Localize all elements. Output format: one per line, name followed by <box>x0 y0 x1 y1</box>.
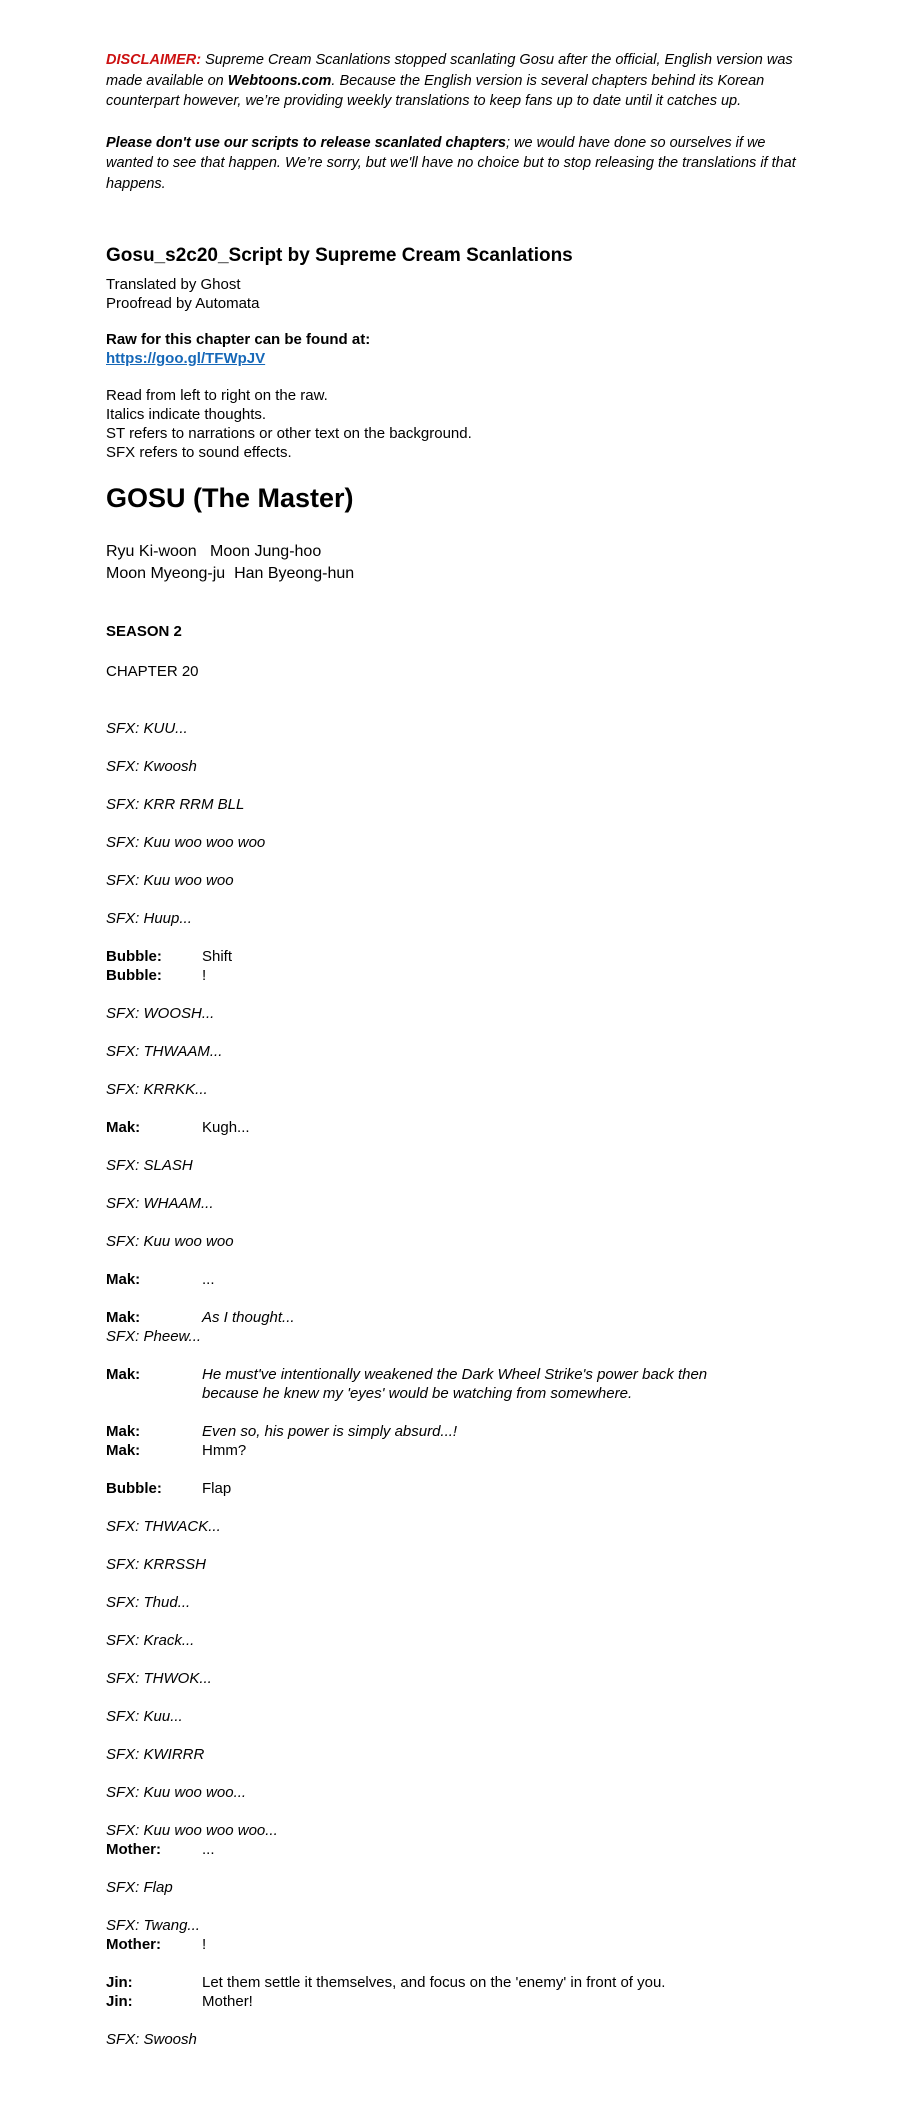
script-block <box>106 1973 746 2011</box>
speaker-label: Mak: <box>106 1366 141 1383</box>
dialogue-line <box>106 1441 746 1460</box>
speaker-label: Bubble: <box>106 967 162 984</box>
note-line: Read from left to right on the raw. <box>106 387 328 404</box>
dialogue-text: ! <box>202 1936 207 1953</box>
dialogue-line <box>106 1840 746 1859</box>
sfx-line: SFX: WHAAM... <box>106 1195 214 1212</box>
dialogue-text: Hmm? <box>202 1442 247 1459</box>
script-block <box>106 871 746 890</box>
speaker-label: Jin: <box>106 1993 133 2010</box>
script-block <box>106 1042 746 1061</box>
dialogue-line <box>106 1479 746 1498</box>
script-block <box>106 1707 746 1726</box>
note-line: ST refers to narrations or other text on the background. <box>106 425 472 442</box>
dialogue-text: Let them settle it themselves, and focus on the 'enemy' in front of you. <box>202 1974 666 1991</box>
raw-link-line <box>106 349 814 368</box>
script-block <box>106 1479 746 1498</box>
script-block <box>106 1783 746 1802</box>
sfx-line: SFX: KUU... <box>106 720 188 737</box>
sfx-line: SFX: Krack... <box>106 1632 195 1649</box>
dialogue-line <box>106 1365 746 1403</box>
sfx-line: SFX: Kuu woo woo... <box>106 1784 247 1801</box>
disclaimer-text-1b: . Because the English version is several chapters behind its Korean counterpart however, we’re providing weekly translations to keep fans up to date until it catches up. <box>106 72 765 109</box>
dialogue-line <box>106 1973 746 1992</box>
speaker-label: Bubble: <box>106 1480 162 1497</box>
sfx-line: SFX: KRRSSH <box>106 1556 207 1573</box>
chapter-heading: CHAPTER 20 <box>106 663 199 680</box>
script-block <box>106 947 746 985</box>
script-block <box>106 1365 746 1403</box>
season-heading: SEASON 2 <box>106 623 182 640</box>
script-block <box>106 719 746 738</box>
speaker-label: Mak: <box>106 1271 141 1288</box>
sfx-line: SFX: Kuu woo woo woo... <box>106 1822 278 1839</box>
note-line: Italics indicate thoughts. <box>106 406 267 423</box>
dialogue-text: Shift <box>202 948 233 965</box>
script-block <box>106 1080 746 1099</box>
speaker-label: Mak: <box>106 1423 141 1440</box>
script-block <box>106 1308 746 1346</box>
proofreader-credit: Proofread by Automata <box>106 295 260 312</box>
dialogue-text: He must've intentionally weakened the Dark Wheel Strike's power back then because he knew my 'eyes' would be watching from somewhere. <box>202 1366 708 1402</box>
speaker-label: Jin: <box>106 1974 133 1991</box>
dialogue-text: ... <box>202 1271 215 1288</box>
disclaimer-paragraph-2 <box>106 133 806 195</box>
script-block <box>106 1118 746 1137</box>
dialogue-line <box>106 1308 746 1327</box>
note-line: SFX refers to sound effects. <box>106 444 292 461</box>
dialogue-text: ... <box>202 1841 215 1858</box>
speaker-label: Mother: <box>106 1841 161 1858</box>
sfx-line: SFX: Flap <box>106 1879 173 1896</box>
script-block <box>106 1593 746 1612</box>
sfx-line: SFX: THWAAM... <box>106 1043 223 1060</box>
sfx-line: SFX: KRRKK... <box>106 1081 208 1098</box>
speaker-label: Mak: <box>106 1309 141 1326</box>
sfx-line: SFX: Kwoosh <box>106 758 197 775</box>
script-block <box>106 1422 746 1460</box>
disclaimer-text-1a: Supreme Cream Scanlations stopped scanlating Gosu after the official, English version was made available on <box>106 52 793 89</box>
translator-credit: Translated by Ghost <box>106 276 241 293</box>
script-block <box>106 757 746 776</box>
cast-line: Moon Myeong-ju Han Byeong-hun <box>106 565 355 582</box>
sfx-line: SFX: Pheew... <box>106 1328 202 1345</box>
script-block <box>106 1821 746 1859</box>
disclaimer-label: DISCLAIMER: <box>106 52 202 68</box>
script-block <box>106 1004 746 1023</box>
sfx-line: SFX: Thud... <box>106 1594 191 1611</box>
dialogue-text: Mother! <box>202 1993 253 2010</box>
dialogue-text: ! <box>202 967 207 984</box>
raw-chapter-label: Raw for this chapter can be found at: <box>106 331 371 348</box>
dialogue-line <box>106 1118 746 1137</box>
sfx-line: SFX: Kuu woo woo <box>106 872 234 889</box>
sfx-line: SFX: Twang... <box>106 1917 200 1934</box>
sfx-line: SFX: THWACK... <box>106 1518 221 1535</box>
script-lines <box>106 719 746 2049</box>
sfx-line: SFX: WOOSH... <box>106 1005 215 1022</box>
disclaimer-warning-bold: Please don't use our scripts to release scanlated chapters <box>106 134 506 151</box>
script-block <box>106 1878 746 1897</box>
raw-chapter-link[interactable]: https://goo.gl/TFWpJV <box>106 350 266 367</box>
script-block <box>106 1745 746 1764</box>
doc-title: Gosu_s2c20_Script by Supreme Cream Scanlations <box>106 245 573 266</box>
script-block <box>106 1916 746 1954</box>
script-block <box>106 1669 746 1688</box>
script-block <box>106 1194 746 1213</box>
series-title: GOSU (The Master) <box>106 483 354 513</box>
speaker-label: Mak: <box>106 1119 141 1136</box>
sfx-line: SFX: THWOK... <box>106 1670 212 1687</box>
dialogue-text: As I thought... <box>202 1309 295 1326</box>
dialogue-line <box>106 966 746 985</box>
script-block <box>106 1156 746 1175</box>
sfx-line: SFX: KWIRRR <box>106 1746 205 1763</box>
script-block <box>106 833 746 852</box>
script-block <box>106 1270 746 1289</box>
sfx-line: SFX: Huup... <box>106 910 192 927</box>
script-block <box>106 1631 746 1650</box>
script-block <box>106 1555 746 1574</box>
disclaimer-webtoons-bold: Webtoons.com <box>227 72 332 89</box>
sfx-line: SFX: Kuu woo woo woo <box>106 834 266 851</box>
script-block <box>106 2030 746 2049</box>
speaker-label: Bubble: <box>106 948 162 965</box>
dialogue-line <box>106 1935 746 1954</box>
disclaimer-paragraph-1 <box>106 50 806 112</box>
speaker-label: Mak: <box>106 1442 141 1459</box>
dialogue-text: Flap <box>202 1480 232 1497</box>
sfx-line: SFX: Kuu... <box>106 1708 183 1725</box>
dialogue-text: Kugh... <box>202 1119 250 1136</box>
sfx-line: SFX: Kuu woo woo <box>106 1233 234 1250</box>
cast-list <box>106 541 814 585</box>
script-block <box>106 909 746 928</box>
disclaimer-text-2: ; we would have done so ourselves if we wanted to see that happen. We’re sorry, but we'll have no choice but to stop releasing the translations if that happens. <box>106 134 796 192</box>
script-block <box>106 1232 746 1251</box>
dialogue-line <box>106 947 746 966</box>
dialogue-text: Even so, his power is simply absurd...! <box>202 1423 458 1440</box>
cast-line: Ryu Ki-woon Moon Jung-hoo <box>106 543 322 560</box>
dialogue-line <box>106 1992 746 2011</box>
script-block <box>106 1517 746 1536</box>
speaker-label: Mother: <box>106 1936 161 1953</box>
reading-notes <box>106 386 814 462</box>
sfx-line: SFX: SLASH <box>106 1157 193 1174</box>
dialogue-line <box>106 1270 746 1289</box>
dialogue-line <box>106 1422 746 1441</box>
sfx-line: SFX: Swoosh <box>106 2031 197 2048</box>
script-block <box>106 795 746 814</box>
sfx-line: SFX: KRR RRM BLL <box>106 796 245 813</box>
